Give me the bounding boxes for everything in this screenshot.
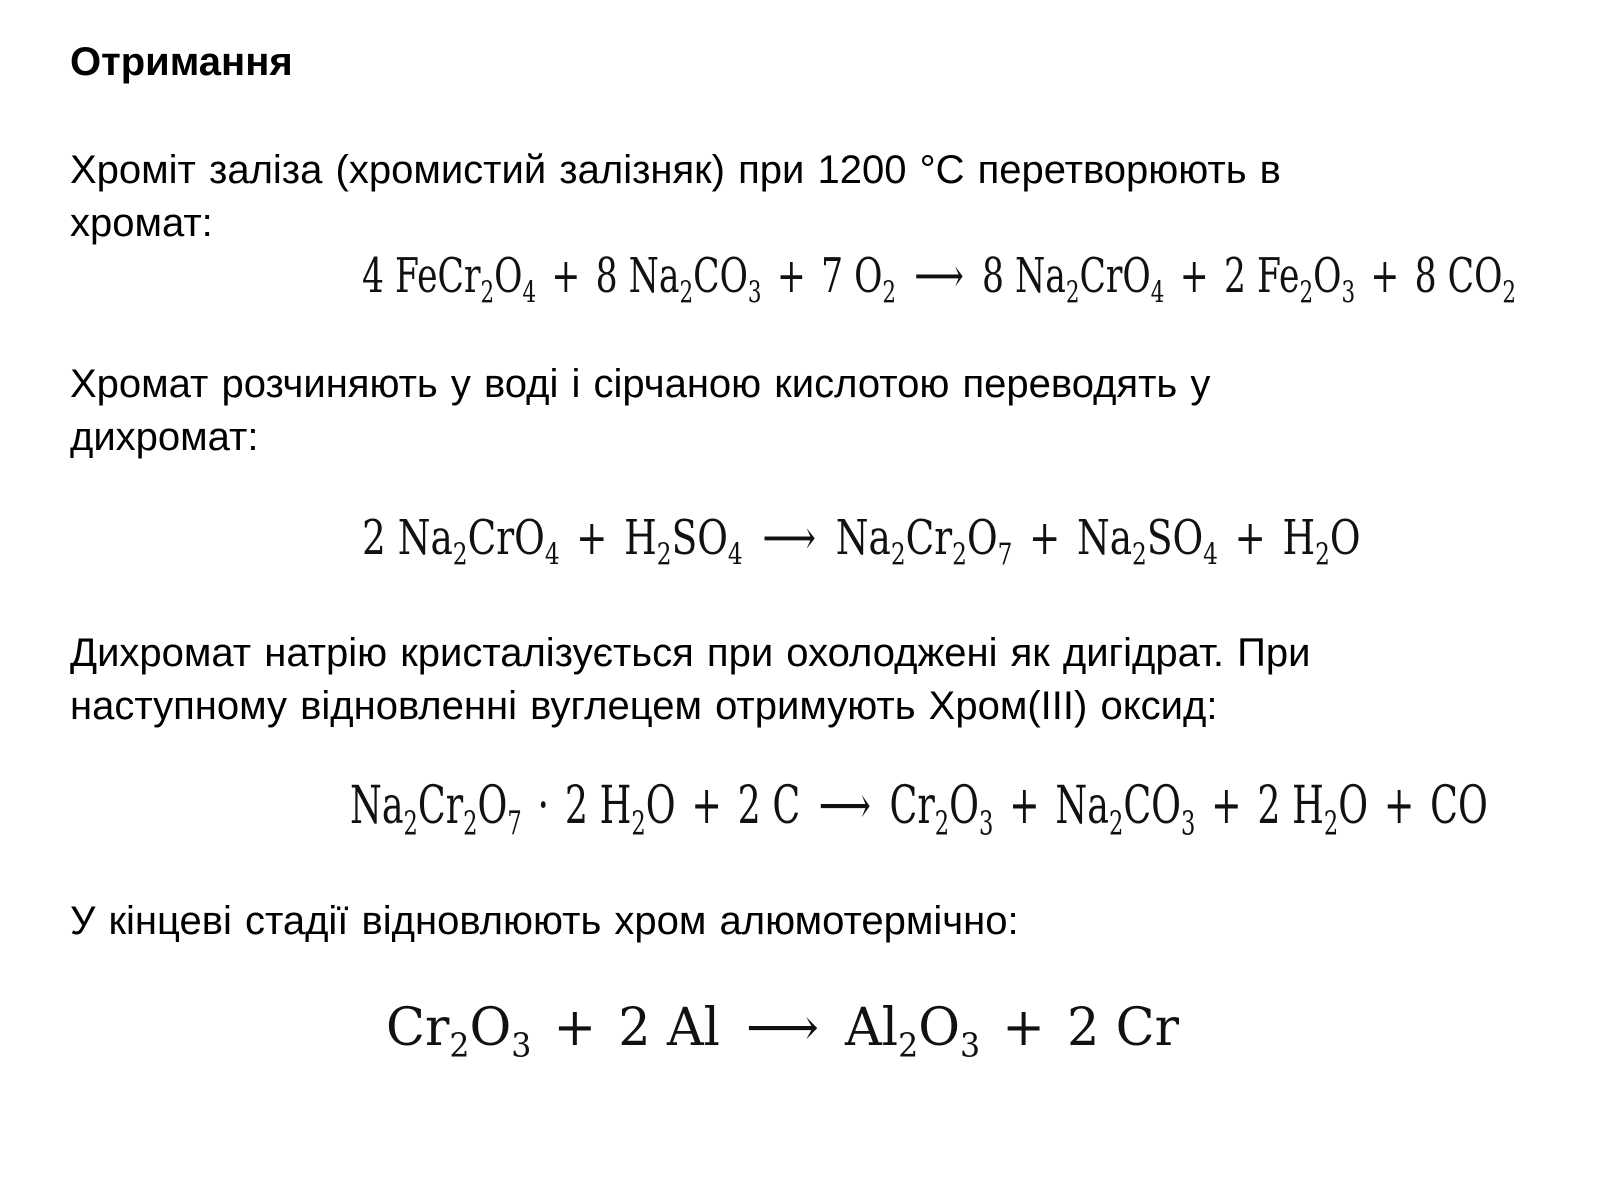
paragraph-chromate	[70, 358, 1490, 464]
equation-aluminothermic: $Cr_2O_3 + 2$ Al ⟶ $Al_2O_3 + 2$ Cr	[386, 998, 1179, 1065]
paragraph-line: Хромат розчиняють у воді і сірчаною кислотою переводять у	[70, 362, 1211, 406]
equation-chromite-oxidation: 4 $FeCr_2O_4 + 8$ $Na_2CO_3 + 7$ $O_2$ ⟶ 8 $Na_2CrO_4 + 2$ $Fe_2O_3 + 8$ $CO_2$	[362, 248, 1517, 311]
paragraph-line: У кінцеві стадії відновлюють хром алюмотермічно:	[70, 899, 1019, 943]
paragraph-dichromate	[70, 627, 1490, 733]
paragraph-line: дихромат:	[70, 415, 259, 459]
reaction-arrow-icon: ⟶	[818, 776, 871, 836]
reaction-arrow-icon: ⟶	[914, 248, 964, 304]
equation-chromate-to-dichromate: 2 $Na_2CrO_4 + H_2SO_4$ ⟶ $Na_2Cr_2O_7 + Na_2SO_4 + H_2O$	[362, 510, 1361, 573]
paragraph-aluminothermy	[70, 895, 1490, 948]
paragraph-line: хромат:	[70, 201, 213, 245]
paragraph-line: наступному відновленні вуглецем отримують Хром(III) оксид:	[70, 684, 1218, 728]
paragraph-line: Дихромат натрію кристалізується при охолоджені як дигідрат. При	[70, 631, 1311, 675]
paragraph-line: Хроміт заліза (хромистий залізняк) при 1200 °C перетворюють в	[70, 148, 1281, 192]
equation-dichromate-reduction: $Na_2Cr_2O_7 \cdot 2$ $H_2O + 2$ C ⟶ $Cr_2O_3 + Na_2CO_3 + 2$ $H_2O$ + CO	[350, 776, 1488, 843]
reaction-arrow-icon: ⟶	[762, 510, 817, 566]
section-heading: Отримання	[70, 40, 293, 84]
paragraph-chromite	[70, 144, 1490, 250]
reaction-arrow-icon: ⟶	[745, 998, 820, 1058]
